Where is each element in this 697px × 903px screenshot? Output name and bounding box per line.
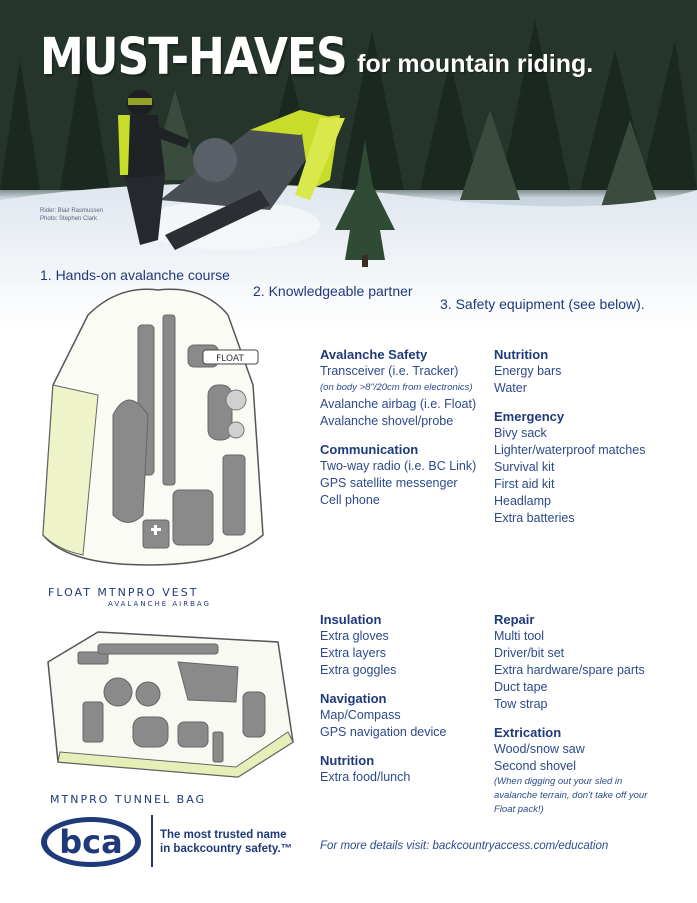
list-item: GPS satellite messenger xyxy=(320,476,458,490)
headline-sub: for mountain riding. xyxy=(357,50,594,78)
tagline-line-1: The most trusted name xyxy=(160,829,287,841)
list-item: Wood/snow saw xyxy=(494,742,585,756)
bca-logo-text: bca xyxy=(59,823,123,861)
list-item: Avalanche shovel/probe xyxy=(320,414,454,428)
list-item: Extra hardware/spare parts xyxy=(494,663,645,677)
list-item: Extra goggles xyxy=(320,663,397,677)
section-title: Nutrition xyxy=(320,753,375,768)
float-vest-illustration xyxy=(28,285,278,575)
list-item: Extra batteries xyxy=(494,511,575,525)
list-item: Energy bars xyxy=(494,364,562,378)
list-item: GPS navigation device xyxy=(320,725,447,739)
tunnel-bag-illustration xyxy=(38,622,298,782)
list-item: Two-way radio (i.e. BC Link) xyxy=(320,459,477,473)
section-title: Nutrition xyxy=(494,347,549,362)
headline xyxy=(40,28,594,87)
list-item: Cell phone xyxy=(320,493,380,507)
section-title: Extrication xyxy=(494,725,562,740)
list-item: Avalanche airbag (i.e. Float) xyxy=(320,397,477,411)
list-item: Survival kit xyxy=(494,460,555,474)
list-item: Extra gloves xyxy=(320,629,389,643)
list-item: Lighter/waterproof matches xyxy=(494,443,646,457)
footer-divider xyxy=(151,815,153,867)
list-item: Headlamp xyxy=(494,494,551,508)
bag-right-column xyxy=(494,611,684,817)
list-item: Bivy sack xyxy=(494,426,547,440)
vest-product-name: FLOAT MTNPRO VEST xyxy=(48,586,199,599)
list-item: Driver/bit set xyxy=(494,646,565,660)
vest-right-column xyxy=(494,346,674,527)
list-item: Water xyxy=(494,381,527,395)
section-title: Navigation xyxy=(320,691,387,706)
list-item: Duct tape xyxy=(494,680,548,694)
bca-logo-icon xyxy=(39,815,143,869)
list-item: Transceiver (i.e. Tracker) xyxy=(320,364,459,378)
list-item: Map/Compass xyxy=(320,708,401,722)
vest-left-column xyxy=(320,346,500,509)
list-item-note: (on body >8"/20cm from electronics) xyxy=(320,382,473,393)
rider-credit: Rider: Blair Rasmussen xyxy=(40,208,104,214)
step-1: 1. Hands-on avalanche course xyxy=(40,267,230,283)
tagline-line-2: in backcountry safety.™ xyxy=(160,843,293,855)
section-title: Repair xyxy=(494,612,535,627)
headline-main: MUST-HAVES xyxy=(40,28,347,87)
tagline xyxy=(160,828,292,856)
step-3: 3. Safety equipment (see below). xyxy=(440,296,645,312)
bag-product-name: MTNPRO TUNNEL BAG xyxy=(50,793,207,806)
step-2: 2. Knowledgeable partner xyxy=(253,283,413,299)
list-item-note: (When digging out your sled in avalanche terrain, don't take off your Float pack!) xyxy=(494,776,648,815)
list-item: First aid kit xyxy=(494,477,555,491)
list-item: Extra food/lunch xyxy=(320,770,411,784)
list-item: Tow strap xyxy=(494,697,548,711)
details-link[interactable]: For more details visit: backcountryaccess.com/education xyxy=(320,840,609,852)
list-item: Second shovel xyxy=(494,759,577,773)
photographer-credit: Photo: Stephen Clark xyxy=(40,216,98,222)
photo-credit xyxy=(40,207,103,223)
section-title: Communication xyxy=(320,442,419,457)
list-item: Multi tool xyxy=(494,629,545,643)
section-title: Insulation xyxy=(320,612,382,627)
section-title: Avalanche Safety xyxy=(320,347,428,362)
vest-logo-text: FLOAT xyxy=(216,354,244,364)
section-title: Emergency xyxy=(494,409,565,424)
list-item: Extra layers xyxy=(320,646,386,660)
bag-left-column xyxy=(320,611,500,786)
vest-product-subtitle: AVALANCHE AIRBAG xyxy=(108,600,211,608)
